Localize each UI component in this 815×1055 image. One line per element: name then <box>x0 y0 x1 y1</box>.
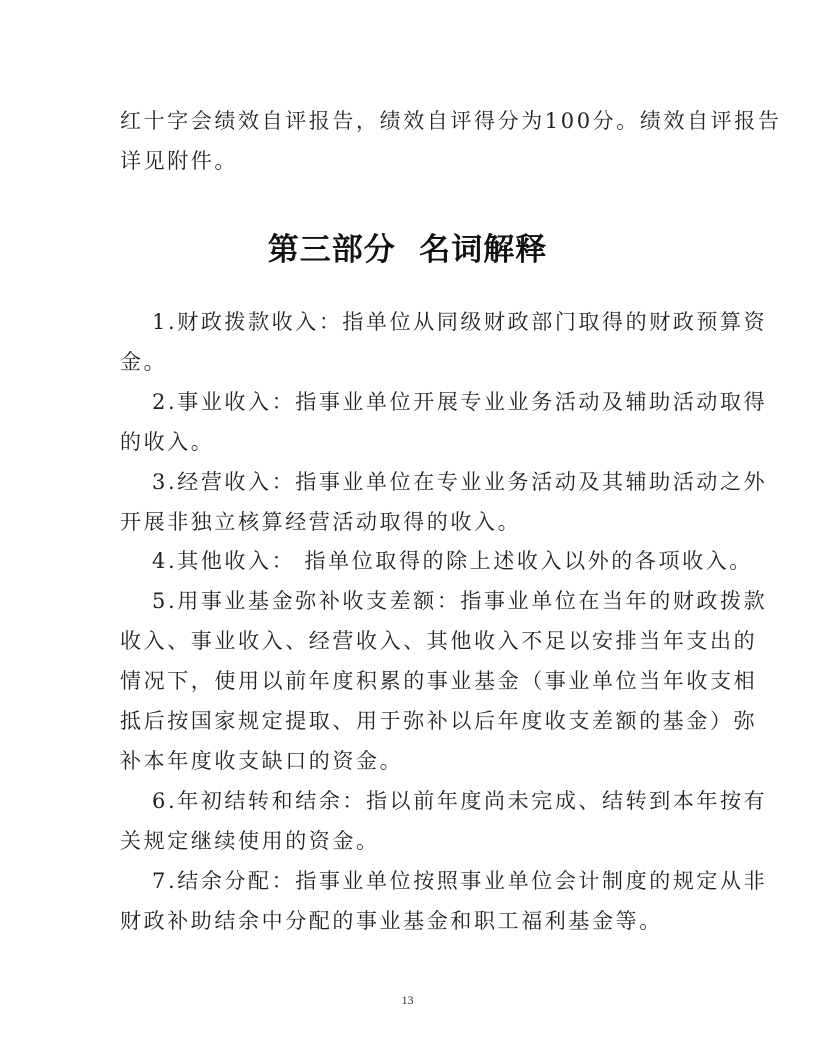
definition-1-line-2: 金。 <box>120 350 168 374</box>
definition-3-line-2: 开展非独立核算经营活动取得的收入。 <box>120 510 522 534</box>
definition-5-line-1: 5.用事业基金弥补收支差额：指事业单位在当年的财政拨款 <box>152 589 768 613</box>
definition-5-line-3: 情况下，使用以前年度积累的事业基金（事业单位当年收支相 <box>120 669 758 693</box>
definition-1-line-1: 1.财政拨款收入：指单位从同级财政部门取得的财政预算资 <box>152 310 768 334</box>
definition-5-line-2: 收入、事业收入、经营收入、其他收入不足以安排当年支出的 <box>120 629 758 653</box>
definition-2-line-1: 2.事业收入：指事业单位开展专业业务活动及辅助活动取得 <box>152 390 768 414</box>
definition-4-line-1: 4.其他收入： 指单位取得的除上述收入以外的各项收入。 <box>152 549 753 573</box>
section-title: 第三部分 名词解释 <box>267 232 548 268</box>
definition-2-line-2: 的收入。 <box>120 430 215 454</box>
definition-7-line-2: 财政补助结余中分配的事业基金和职工福利基金等。 <box>120 909 663 933</box>
intro-line-2: 详见附件。 <box>120 149 238 173</box>
definition-5-line-5: 补本年度收支缺口的资金。 <box>120 749 404 773</box>
intro-line-1: 红十字会绩效自评报告，绩效自评得分为100分。绩效自评报告 <box>120 109 782 133</box>
definition-6-line-1: 6.年初结转和结余：指以前年度尚未完成、结转到本年按有 <box>152 789 768 813</box>
page-number: 13 <box>401 993 414 1007</box>
definition-6-line-2: 关规定继续使用的资金。 <box>120 829 380 853</box>
definition-7-line-1: 7.结余分配：指事业单位按照事业单位会计制度的规定从非 <box>152 869 768 893</box>
definition-5-line-4: 抵后按国家规定提取、用于弥补以后年度收支差额的基金）弥 <box>120 709 758 733</box>
definition-3-line-1: 3.经营收入：指事业单位在专业业务活动及其辅助活动之外 <box>152 470 768 494</box>
